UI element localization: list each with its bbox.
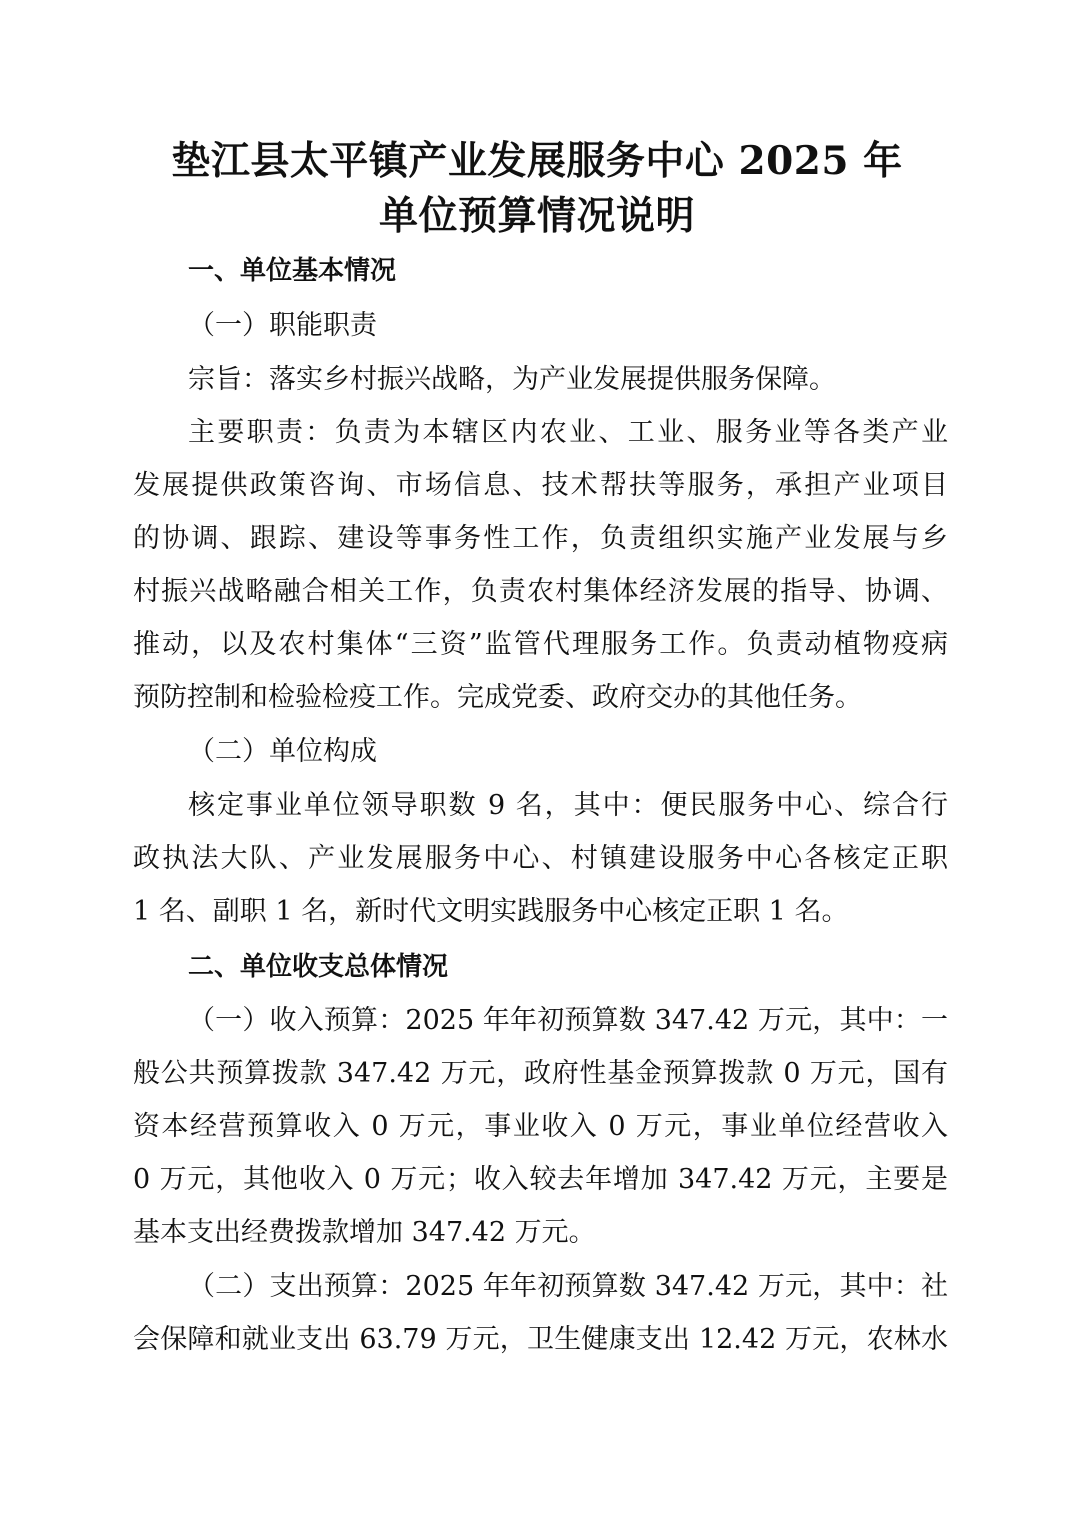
expense-line: （二）支出预算：2025 年年初预算数 347.42 万元，其中：社 (188, 1271, 948, 1302)
income-line: 般公共预算拨款 347.42 万元，政府性基金预算拨款 0 万元，国有 (133, 1058, 948, 1089)
income-line: 0 万元，其他收入 0 万元；收入较去年增加 347.42 万元，主要是 (133, 1164, 948, 1195)
composition-line: 1 名、副职 1 名，新时代文明实践服务中心核定正职 1 名。 (133, 896, 849, 927)
purpose-text: 宗旨：落实乡村振兴战略，为产业发展提供服务保障。 (188, 364, 836, 395)
document-title-line-1: 垫江县太平镇产业发展服务中心 2025 年 (171, 138, 903, 184)
expense-line: 会保障和就业支出 63.79 万元，卫生健康支出 12.42 万元，农林水 (133, 1324, 948, 1355)
duties-line: 的协调、跟踪、建设等事务性工作，负责组织实施产业发展与乡 (133, 523, 948, 554)
composition-line: 政执法大队、产业发展服务中心、村镇建设服务中心各核定正职 (133, 843, 948, 874)
subsection-1-heading: （一）职能职责 (188, 310, 377, 341)
duties-line: 推动，以及农村集体“三资”监管代理服务工作。负责动植物疫病 (133, 629, 948, 660)
income-line: （一）收入预算：2025 年年初预算数 347.42 万元，其中：一 (188, 1005, 948, 1036)
duties-line: 主要职责：负责为本辖区内农业、工业、服务业等各类产业 (188, 417, 948, 448)
composition-line: 核定事业单位领导职数 9 名，其中：便民服务中心、综合行 (188, 790, 948, 821)
income-line: 资本经营预算收入 0 万元，事业收入 0 万元，事业单位经营收入 (133, 1111, 948, 1142)
section-1-heading: 一、单位基本情况 (188, 256, 397, 286)
duties-line: 发展提供政策咨询、市场信息、技术帮扶等服务，承担产业项目 (133, 470, 948, 501)
section-2-heading: 二、单位收支总体情况 (188, 952, 449, 982)
document-title-line-2: 单位预算情况说明 (378, 193, 695, 239)
duties-line: 预防控制和检验检疫工作。完成党委、政府交办的其他任务。 (133, 682, 862, 713)
income-line: 基本支出经费拨款增加 347.42 万元。 (133, 1217, 596, 1248)
subsection-2-heading: （二）单位构成 (188, 736, 377, 767)
duties-line: 村振兴战略融合相关工作，负责农村集体经济发展的指导、协调、 (133, 576, 948, 607)
